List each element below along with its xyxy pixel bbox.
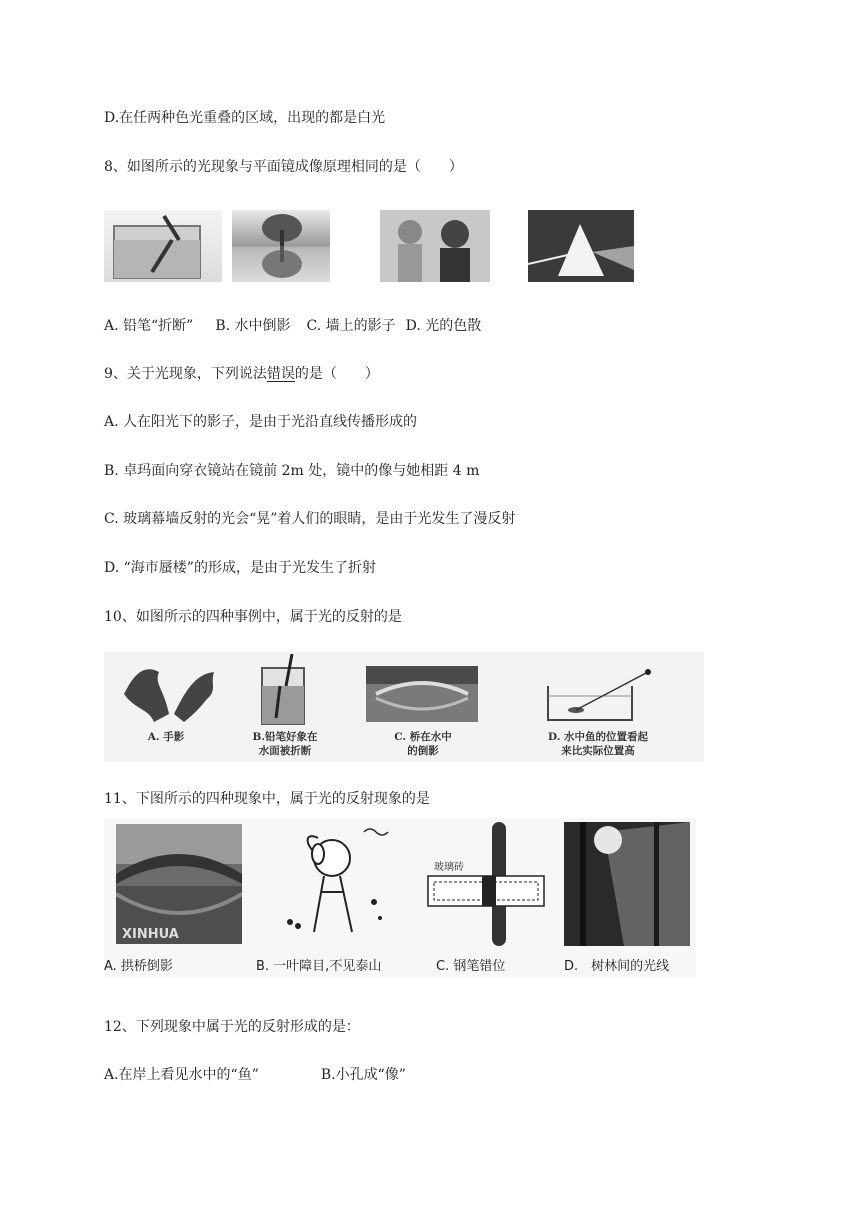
q11-caption-a: A. 拱桥倒影 bbox=[104, 959, 173, 974]
q9-stem-part2: 的是（ ） bbox=[294, 366, 379, 382]
q11-caption-d: D. 树林间的光线 bbox=[564, 959, 670, 974]
q12-option-b: B.小孔成“像” bbox=[320, 1067, 406, 1083]
q10-figure-panel bbox=[104, 652, 704, 762]
q9-option-c: C. 玻璃幕墙反射的光会“晃”着人们的眼睛，是由于光发生了漫反射 bbox=[104, 511, 516, 527]
q10-caption-b bbox=[240, 730, 330, 758]
q10-caption-c bbox=[378, 730, 468, 758]
q10-caption-d-line1: D. 水中鱼的位置看起 bbox=[547, 731, 649, 743]
q12-stem: 12、下列现象中属于光的反射形成的是： bbox=[104, 1019, 360, 1035]
xinhua-watermark: XINHUA bbox=[122, 927, 179, 942]
q8-option-b: B. 水中倒影 bbox=[215, 318, 291, 334]
forest-sunlight-image bbox=[564, 822, 690, 946]
q8-stem: 8、如图所示的光现象与平面镜成像原理相同的是（ ） bbox=[104, 159, 463, 175]
glass-brick-label: 玻璃砖 bbox=[434, 862, 464, 873]
q10-caption-c-line2: 的倒影 bbox=[407, 745, 439, 757]
q9-stem bbox=[104, 364, 379, 384]
q8-option-c: C. 墙上的影子 bbox=[306, 318, 396, 334]
pencil-in-glass-image bbox=[104, 210, 222, 282]
q10-caption-d-line2: 来比实际位置高 bbox=[561, 745, 635, 757]
q11-caption-b: B. 一叶障目,不见泰山 bbox=[256, 959, 382, 974]
wall-shadow-image bbox=[380, 210, 490, 282]
q9-option-a: A. 人在阳光下的影子，是由于光沿直线传播形成的 bbox=[104, 414, 418, 430]
q9-stem-part1: 9、关于光现象，下列说法 bbox=[104, 366, 267, 382]
q10-caption-d bbox=[528, 730, 668, 758]
q11-stem: 11、下图所示的四种现象中，属于光的反射现象的是 bbox=[104, 791, 430, 807]
q8-option-a: A. 铅笔“折断” bbox=[104, 318, 194, 334]
prism-dispersion-image bbox=[528, 210, 634, 282]
q10-caption-a-line1: A. 手影 bbox=[147, 731, 185, 743]
q10-caption-c-line1: C. 桥在水中 bbox=[394, 731, 452, 743]
q12-options bbox=[104, 1065, 406, 1085]
q11-figure-panel bbox=[104, 818, 696, 978]
q12-option-a: A.在岸上看见水中的“鱼” bbox=[104, 1067, 259, 1083]
q7-option-d: D.在任两种色光重叠的区域，出现的都是白光 bbox=[104, 110, 386, 126]
q9-option-d: D. “海市蜃楼”的形成，是由于光发生了折射 bbox=[104, 560, 376, 576]
hand-shadow-image bbox=[114, 654, 224, 726]
q8-options bbox=[104, 316, 481, 336]
arch-bridge-image bbox=[116, 824, 242, 944]
q9-option-b: B. 卓玛面向穿衣镜站在镜前 2m 处，镜中的像与她相距 4 m bbox=[104, 463, 480, 479]
q11-caption-c: C. 钢笔错位 bbox=[436, 959, 506, 974]
q10-caption-b-line1: B.铅笔好象在 bbox=[252, 731, 318, 743]
fish-in-water-image bbox=[544, 666, 656, 726]
pencil-water-image bbox=[256, 654, 312, 726]
q10-caption-b-line2: 水面被折断 bbox=[258, 745, 312, 757]
q9-stem-underlined: 错误 bbox=[266, 366, 295, 382]
tree-reflection-image bbox=[232, 210, 330, 282]
q10-caption-a bbox=[126, 730, 206, 744]
q10-stem: 10、如图所示的四种事例中，属于光的反射的是 bbox=[104, 609, 402, 625]
q8-option-d: D. 光的色散 bbox=[405, 318, 482, 334]
leaf-over-eye-image bbox=[274, 822, 394, 942]
pen-glass-brick-image bbox=[420, 822, 552, 946]
bridge-reflection-image bbox=[366, 666, 478, 722]
